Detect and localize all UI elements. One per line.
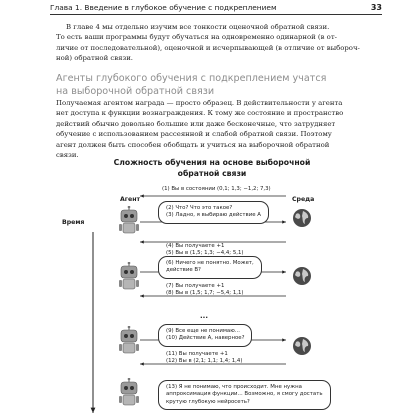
text-line: связи. — [56, 151, 79, 160]
text-line: личие от последовательной), оценочной и исчерпывающей (в отличие от выбороч- — [56, 43, 360, 52]
robot-icon — [118, 262, 140, 292]
chapter-title: Глава 1. Введение в глубокое обучение с подкреплением — [50, 3, 277, 12]
message-line: (12) Вы в (2,1; 1,1; 1,4; 1,4) — [166, 358, 243, 365]
time-label: Время — [62, 219, 85, 226]
text-line: агент должен быть способен обобщать и учиться на выборочной обратной — [56, 140, 330, 149]
environment-label: Среда — [292, 196, 315, 203]
bubble-line: (6) Ничего не понятно. Может, — [166, 260, 254, 266]
text-line: В главе 4 мы отдельно изучим все тонкости оценочной обратной связи. — [66, 23, 330, 31]
robot-icon — [118, 326, 140, 356]
text-line: нет доступа к функции вознаграждения. К тому же состояние и пространство — [56, 109, 344, 118]
bubble-line: (13) Я не понимаю, что происходит. Мне нужна — [166, 384, 302, 390]
heading-line: на выборочной обратной связи — [56, 85, 215, 97]
message-line: (11) Вы получаете +1 — [166, 351, 228, 357]
message-line: (8) Вы в (1,5; 1,7; −5,4; 1,1) — [166, 290, 244, 297]
speech-bubble-3 — [158, 324, 252, 347]
bubble-line: (3) Ладно, я выбираю действие A — [166, 212, 261, 219]
globe-icon — [292, 266, 312, 286]
message-reward-3 — [166, 351, 242, 365]
bubble-line: крутую глубокую нейросеть? — [166, 398, 250, 405]
diagram-title-line: обратной связи — [177, 168, 247, 178]
speech-bubble-2 — [158, 256, 262, 279]
robot-icon — [118, 378, 140, 408]
speech-bubble-4 — [158, 380, 331, 410]
message-reward-2 — [166, 283, 244, 297]
bubble-line: (10) Действие A, наверное? — [166, 335, 245, 342]
message-state-1: (1) Вы в состоянии (0,1; 1,3; −1,2; 7,3) — [162, 186, 271, 192]
agent-label: Агент — [120, 196, 141, 203]
heading-line: Агенты глубокого обучения с подкреплением учатся — [56, 73, 327, 84]
text-line: То есть ваши программы будут обучаться на одновременно одинарной (в от- — [56, 33, 337, 42]
ellipsis: ... — [200, 312, 208, 320]
text-line: ной) обратной связи. — [56, 54, 133, 63]
message-line: (7) Вы получаете +1 — [166, 283, 225, 289]
speech-bubble-1 — [158, 201, 269, 224]
bubble-line: (2) Что? Что это такое? — [166, 205, 233, 211]
diagram-title-line: Сложность обучения на основе выборочной — [113, 158, 311, 167]
text-line: Получаемая агентом награда — просто образец. В действительности у агента — [56, 99, 343, 107]
text-line: действий обычно довольно большие или даже бесконечные, что затрудняет — [56, 119, 336, 128]
robot-icon — [118, 206, 140, 236]
text-line: обучение с использованием рассеянной и слабой обратной связи. Поэтому — [56, 130, 332, 139]
globe-icon — [292, 336, 312, 356]
message-line: (4) Вы получаете +1 — [166, 243, 225, 249]
bubble-line: (9) Все еще не понимаю... — [166, 328, 240, 334]
bubble-line: действие B? — [166, 267, 201, 274]
globe-icon — [292, 208, 312, 228]
page-number: 33 — [370, 3, 382, 12]
message-line: (5) Вы в (1,5; 1,3; −4,4; 5,1) — [166, 250, 244, 257]
bubble-line: аппроксимация функции... Возможно, я смогу достать — [166, 391, 323, 398]
